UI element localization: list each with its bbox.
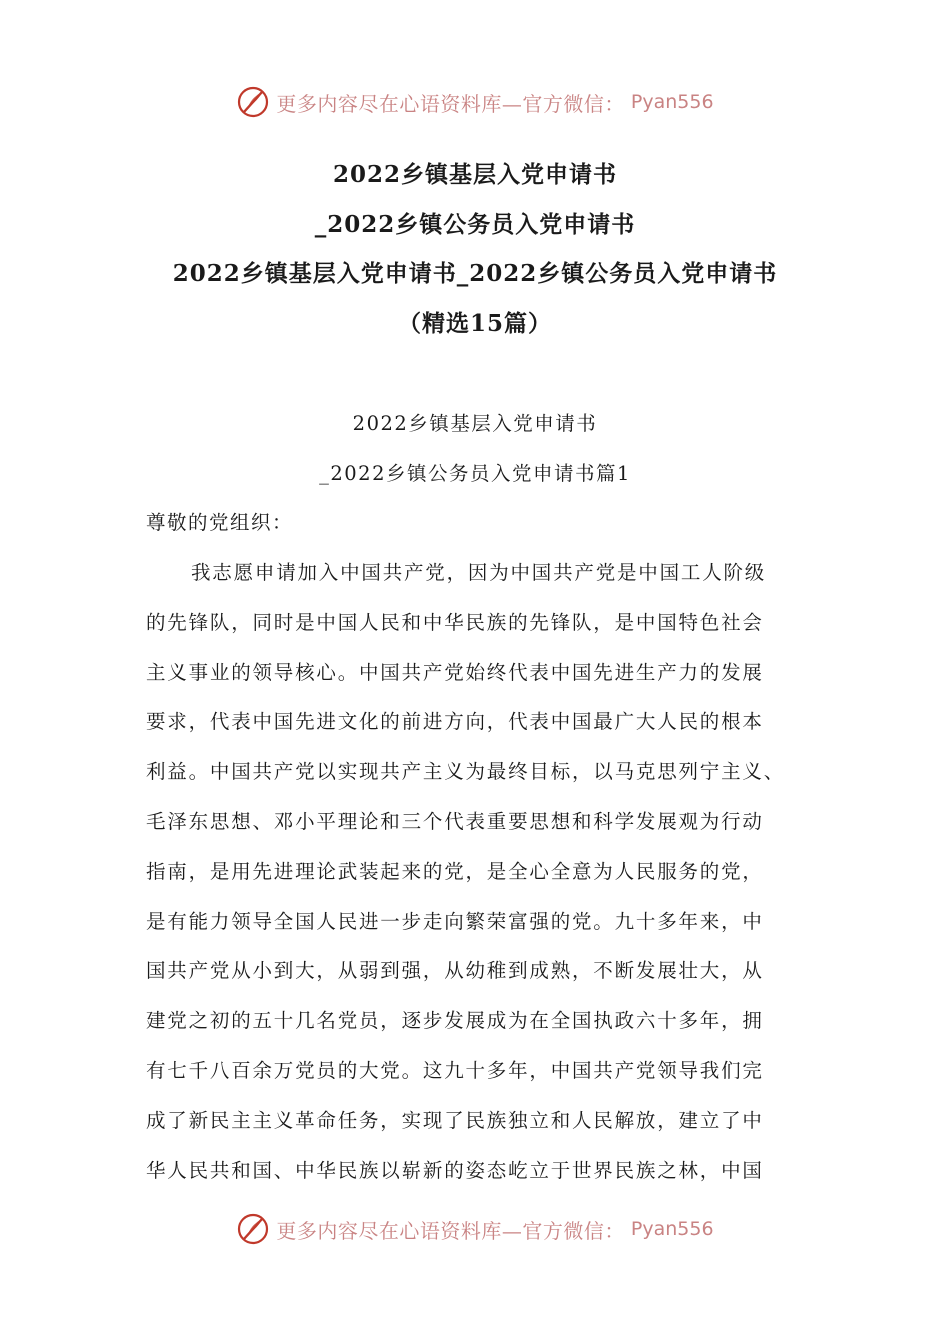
title-line-2: _2022乡镇公务员入党申请书 <box>314 210 636 238</box>
paragraph-line: 国共产党从小到大，从弱到强，从幼稚到成熟，不断发展壮大，从 <box>146 959 764 983</box>
paragraph-line: 主义事业的领导核心。中国共产党始终代表中国先进生产力的发展 <box>146 660 764 684</box>
paragraph-line: 利益。中国共产党以实现共产主义为最终目标，以马克思列宁主义、 <box>146 760 786 784</box>
title-line-1: 2022乡镇基层入党申请书 <box>332 161 617 188</box>
title-line-3: 2022乡镇基层入党申请书_2022乡镇公务员入党申请书 <box>172 260 778 287</box>
body-paragraph <box>146 548 796 1195</box>
paragraph-line: 的先锋队，同时是中国人民和中华民族的先锋队，是中国特色社会 <box>146 610 764 634</box>
watermark-text: 更多内容尽在心语资料库—官方微信： <box>276 1218 625 1243</box>
quill-logo-icon <box>236 1212 270 1246</box>
section-title-line-2: _2022乡镇公务员入党申请书篇1 <box>319 462 631 485</box>
quill-logo-icon <box>236 85 270 119</box>
title-line-4: （精选15篇） <box>397 309 552 337</box>
document-title-block <box>0 150 950 348</box>
watermark-banner-top <box>0 82 950 122</box>
paragraph-line: 要求，代表中国先进文化的前进方向，代表中国最广大人民的根本 <box>146 710 764 734</box>
section-title-block <box>0 399 950 499</box>
paragraph-line: 有七千八百余万党员的大党。这九十多年，中国共产党领导我们完 <box>146 1058 764 1082</box>
paragraph-line: 指南，是用先进理论武装起来的党，是全心全意为人民服务的党， <box>146 859 764 883</box>
watermark-contact: Pyan556 <box>630 1218 714 1240</box>
paragraph-line: 建党之初的五十几名党员，逐步发展成为在全国执政六十多年，拥 <box>146 1009 764 1033</box>
watermark-text: 更多内容尽在心语资料库—官方微信： <box>276 91 625 116</box>
watermark-contact: Pyan556 <box>630 91 714 113</box>
paragraph-line: 毛泽东思想、邓小平理论和三个代表重要思想和科学发展观为行动 <box>146 809 764 833</box>
salutation: 尊敬的党组织： <box>146 511 294 534</box>
paragraph-line: 是有能力领导全国人民进一步走向繁荣富强的党。九十多年来，中 <box>146 909 764 933</box>
watermark-banner-bottom <box>0 1209 950 1249</box>
paragraph-line: 我志愿申请加入中国共产党，因为中国共产党是中国工人阶级 <box>191 561 767 584</box>
paragraph-line: 成了新民主主义革命任务，实现了民族独立和人民解放，建立了中 <box>146 1108 764 1132</box>
section-title-line-1: 2022乡镇基层入党申请书 <box>352 412 598 435</box>
paragraph-line: 华人民共和国、中华民族以崭新的姿态屹立于世界民族之林，中国 <box>146 1158 764 1182</box>
